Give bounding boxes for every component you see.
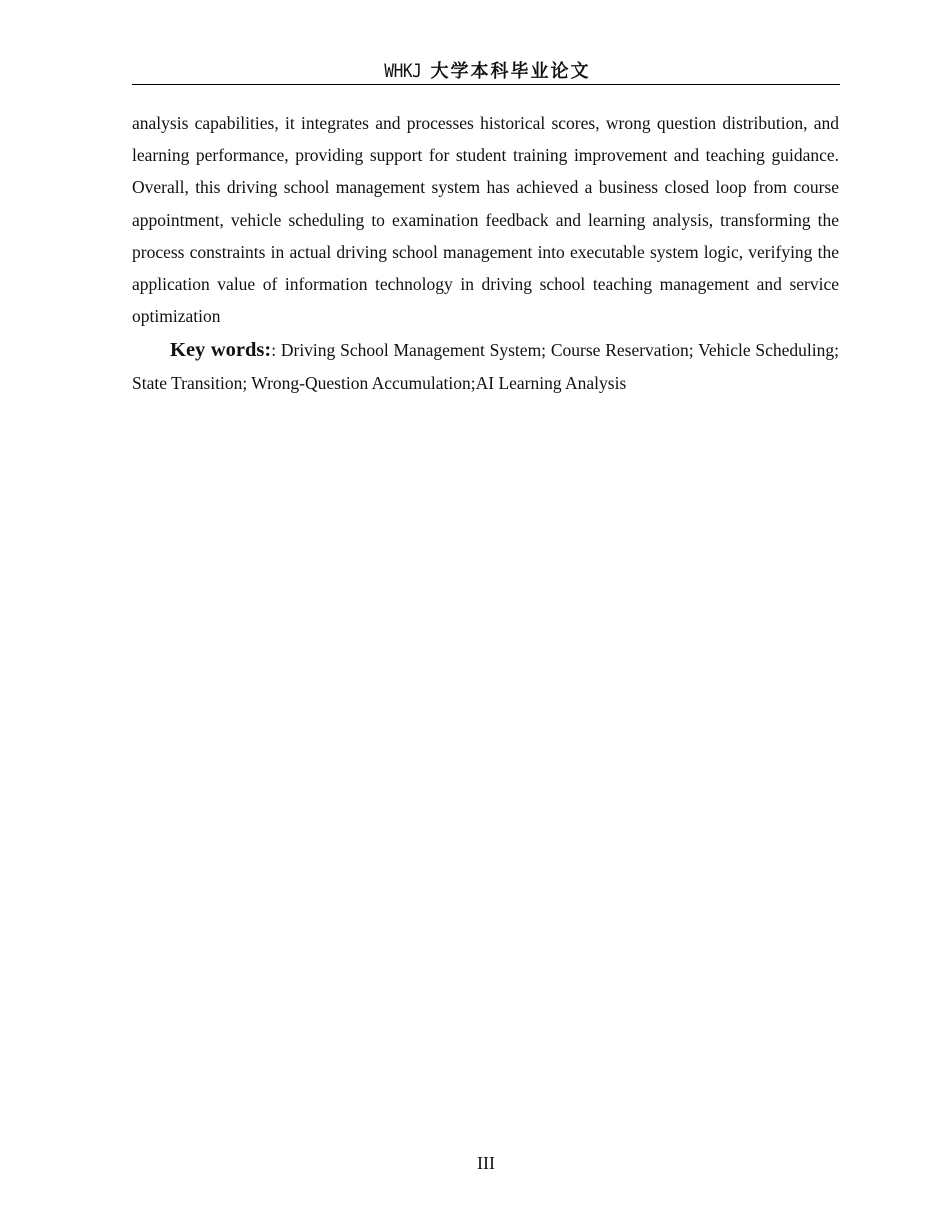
abstract-paragraph: analysis capabilities, it integrates and processes historical scores, wrong question distribution, and learning performance, providing support for student training improvement and teaching guidance. Overall, this driving school management system has achieved a business closed loop from course appointment, vehicle scheduling to examination feedback and learning analysis, transforming the process constraints in actual driving school management into executable system logic, verifying the application value of information technology in driving school teaching management and service optimization (132, 113, 839, 327)
page-number: III (477, 1153, 495, 1173)
header-university-code: WHKJ (384, 60, 422, 82)
keywords-paragraph (132, 334, 839, 400)
running-header (132, 58, 840, 84)
header-thesis-title: 大学本科毕业论文 (430, 61, 591, 82)
header-rule (132, 84, 840, 85)
keywords-list: : Driving School Management System; Course Reservation; Vehicle Scheduling; State Transition; Wrong-Question Accumulation;AI Learning Analysis (132, 340, 840, 393)
keywords-label: Key words: (170, 339, 272, 361)
